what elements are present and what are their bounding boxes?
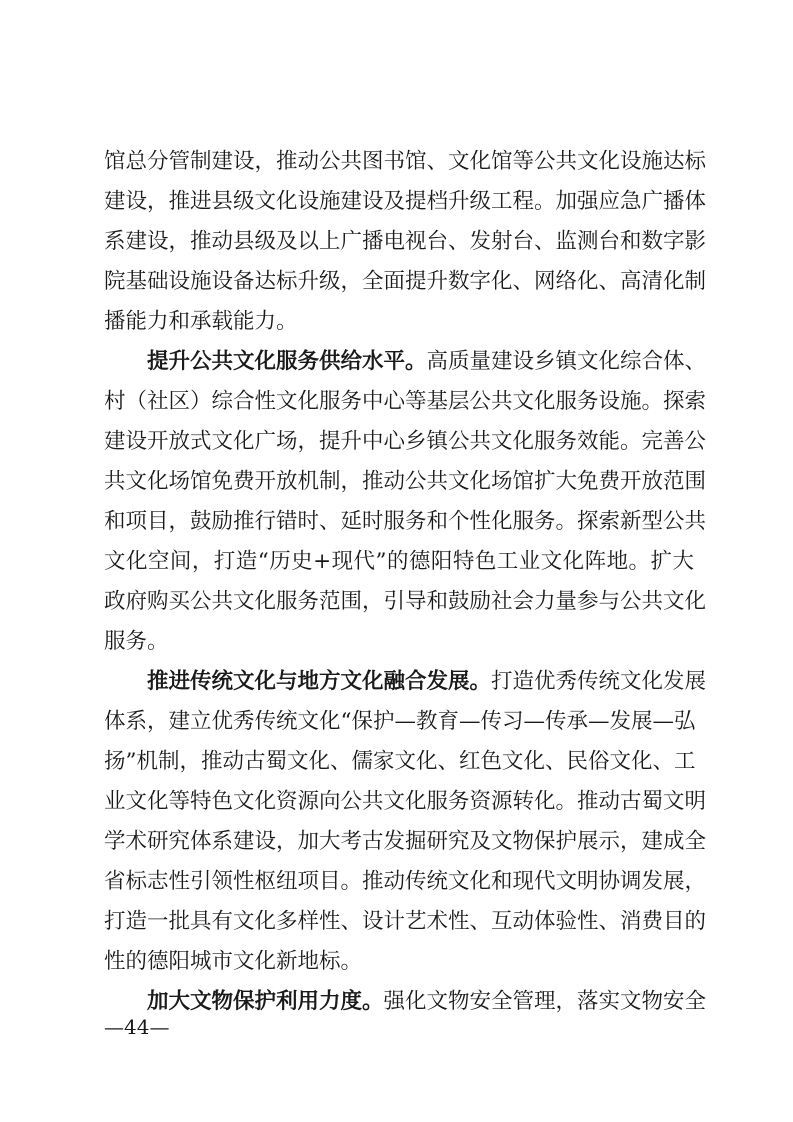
paragraph-line: 播能力和承载能力。 xyxy=(104,309,298,334)
paragraph-line: 系建设，推动县级及以上广播电视台、发射台、监测台和数字影 xyxy=(104,229,707,254)
section-heading: 提升公共文化服务供给水平。 xyxy=(147,349,427,374)
paragraph-text: 高质量建设乡镇文化综合体、 xyxy=(426,349,707,374)
paragraph-line: 馆总分管制建设，推动公共图书馆、文化馆等公共文化设施达标 xyxy=(104,149,707,174)
paragraph-line: 服务。 xyxy=(104,629,169,654)
paragraph-text: 强化文物安全管理，落实文物安全 xyxy=(383,989,707,1014)
paragraph-line-with-heading xyxy=(147,982,707,1022)
paragraph-line: 性的德阳城市文化新地标。 xyxy=(104,949,363,974)
paragraph-text: 打造优秀传统文化发展 xyxy=(491,669,707,694)
paragraph-line: 业文化等特色文化资源向公共文化服务资源转化。推动古蜀文明 xyxy=(104,789,707,814)
paragraph-line: 共文化场馆免费开放机制，推动公共文化场馆扩大免费开放范围 xyxy=(104,469,707,494)
section-heading: 推进传统文化与地方文化融合发展。 xyxy=(147,669,492,694)
paragraph-line: 体系，建立优秀传统文化“保护—教育—传习—传承—发展—弘 xyxy=(104,709,696,734)
paragraph-line: 省标志性引领性枢纽项目。推动传统文化和现代文明协调发展， xyxy=(104,869,707,894)
paragraph-line: 建设开放式文化广场，提升中心乡镇公共文化服务效能。完善公 xyxy=(104,429,707,454)
paragraph-line: 和项目，鼓励推行错时、延时服务和个性化服务。探索新型公共 xyxy=(104,509,707,534)
paragraph-line-with-heading xyxy=(147,342,707,382)
page-number: —44— xyxy=(104,1015,170,1039)
paragraph-line: 政府购买公共文化服务范围，引导和鼓励社会力量参与公共文化 xyxy=(104,589,707,614)
paragraph-line: 打造一批具有文化多样性、设计艺术性、互动体验性、消费目的 xyxy=(104,909,707,934)
paragraph-line: 学术研究体系建设，加大考古发掘研究及文物保护展示，建成全 xyxy=(104,829,707,854)
section-heading: 加大文物保护利用力度。 xyxy=(147,989,384,1014)
paragraph-line: 文化空间，打造“历史+现代”的德阳特色工业文化阵地。扩大 xyxy=(104,549,694,574)
paragraph-line-with-heading xyxy=(147,662,707,702)
paragraph-line: 村（社区）综合性文化服务中心等基层公共文化服务设施。探索 xyxy=(104,389,707,414)
paragraph-line: 扬”机制，推动古蜀文化、儒家文化、红色文化、民俗文化、工 xyxy=(104,749,696,774)
paragraph-line: 建设，推进县级文化设施建设及提档升级工程。加强应急广播体 xyxy=(104,189,707,214)
paragraph-line: 院基础设施设备达标升级，全面提升数字化、网络化、高清化制 xyxy=(104,269,707,294)
